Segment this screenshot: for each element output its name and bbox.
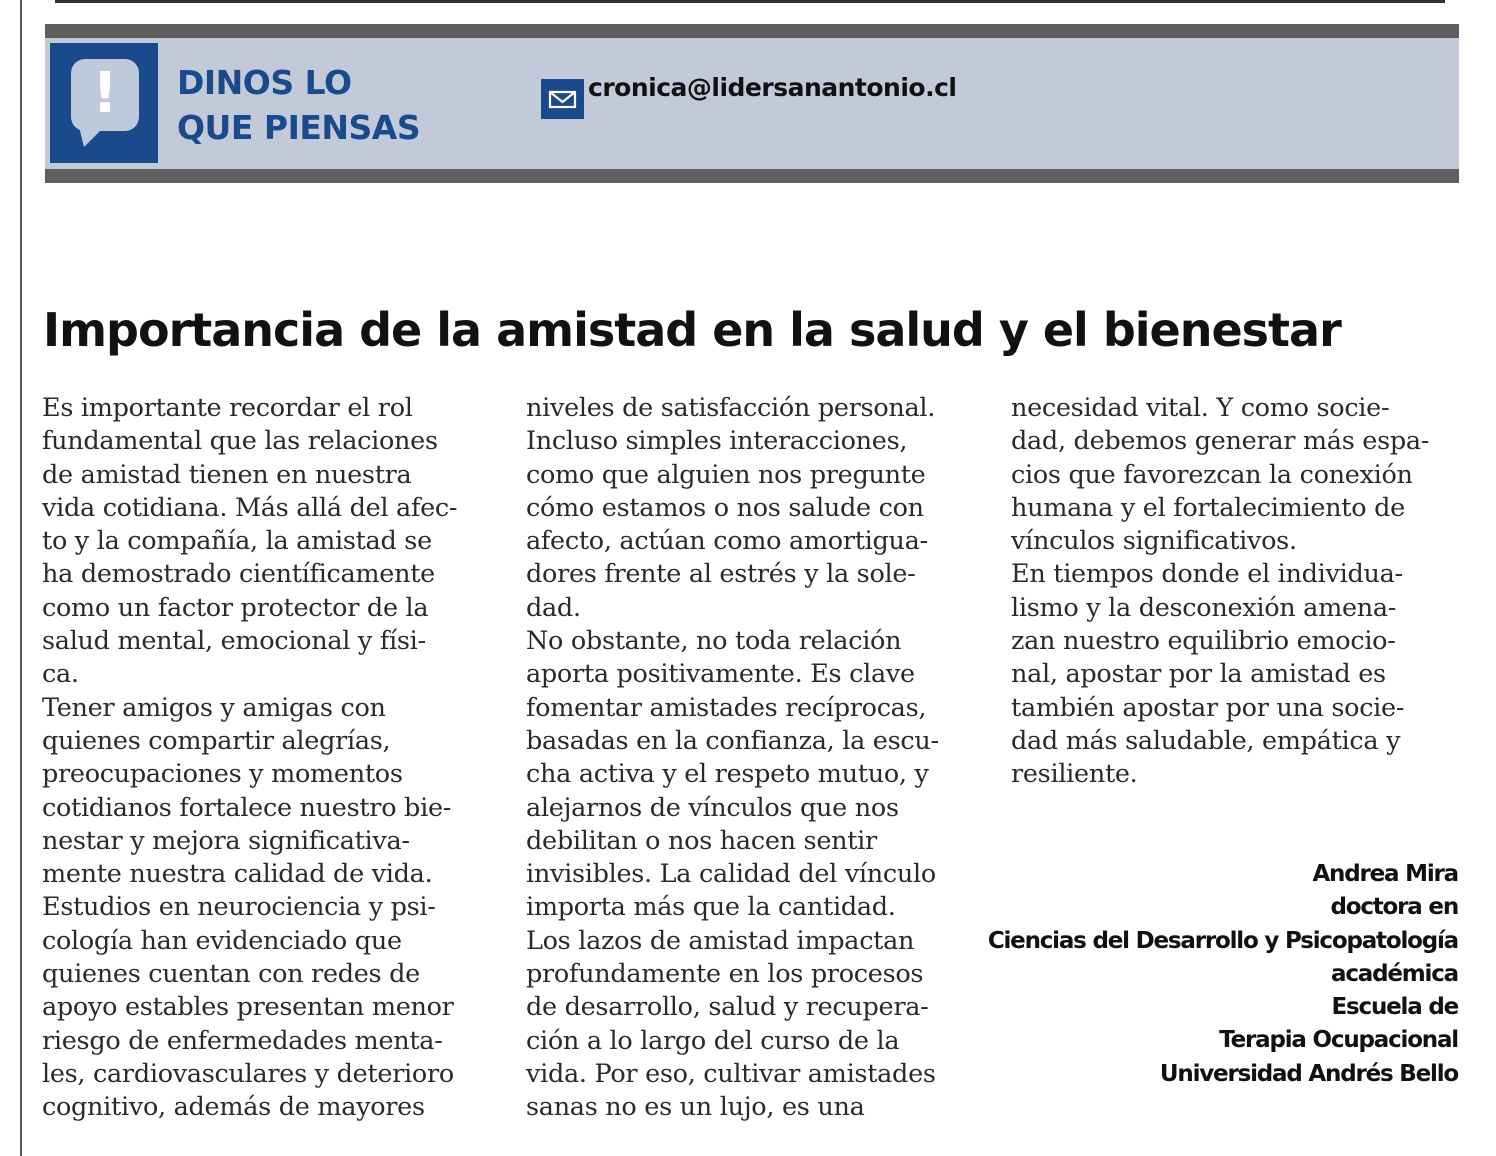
author-credential-line: Escuela de [1331,994,1458,1021]
article-line: ca. [42,659,79,690]
author-credential-line: Universidad Andrés Bello [1159,1060,1458,1087]
article-line: ha demostrado científicamente [42,559,435,590]
article-line: lismo y la desconexión amena- [1011,592,1397,623]
article-headline: Importancia de la amistad en la salud y el bienestar [43,303,1341,357]
banner-bottom-bar [45,169,1459,183]
article-line: de amistad tienen en nuestra [42,459,412,490]
article-column-2 [526,392,986,1125]
article-line: como un factor protector de la [42,592,429,623]
article-line: Estudios en neurociencia y psi- [42,892,436,923]
article-line: mente nuestra calidad de vida. [42,859,433,890]
article-line: vida. Por eso, cultivar amistades [526,1058,936,1089]
article-line: importa más que la cantidad. [526,892,896,923]
article-line: vida cotidiana. Más allá del afec- [42,492,458,523]
article-line: resiliente. [1011,759,1138,790]
article-line: preocupaciones y momentos [42,759,403,790]
article-line: dores frente al estrés y la sole- [526,559,916,590]
article-line: sanas no es un lujo, es una [526,1092,865,1123]
article-line: alejarnos de vínculos que nos [526,792,899,823]
article-paragraph [42,692,502,892]
feedback-banner [45,38,1459,169]
top-rule [55,0,1445,3]
article-paragraph [526,392,986,625]
article-line: como que alguien nos pregunte [526,459,926,490]
article-line: apoyo estables presentan menor [42,992,454,1023]
article-line: vínculos significativos. [1011,526,1297,557]
article-line: to y la compañía, la amistad se [42,526,432,557]
article-paragraph [526,925,986,1125]
article-line: cha activa y el respeto mutuo, y [526,759,929,790]
article-line: fomentar amistades recíprocas, [526,692,927,723]
article-line: afecto, actúan como amortigua- [526,526,928,557]
article-line: nestar y mejora significativa- [42,825,410,856]
article-line: Los lazos de amistad impactan [526,925,915,956]
article-line: nal, apostar por la amistad es [1011,659,1386,690]
article-line: de desarrollo, salud y recupera- [526,992,929,1023]
article-line: humana y el fortalecimiento de [1011,492,1405,523]
author-credential-line: Terapia Ocupacional [1219,1027,1458,1054]
article-line: cómo estamos o nos salude con [526,492,924,523]
exclamation-bubble-icon: ! [50,43,158,163]
article-line: cología han evidenciado que [42,925,402,956]
envelope-icon [541,79,584,119]
banner-top-bar [45,24,1459,38]
article-line: fundamental que las relaciones [42,426,438,457]
article-line: dad más saludable, empática y [1011,725,1401,756]
article-line: también apostar por una socie- [1011,692,1405,723]
article-line: salud mental, emocional y físi- [42,626,426,657]
article-line: No obstante, no toda relación [526,626,902,657]
article-line: dad. [526,592,581,623]
author-signature [988,858,1458,1091]
article-line: necesidad vital. Y como socie- [1011,393,1390,423]
article-line: cios que favorezcan la conexión [1011,459,1413,490]
article-line: Incluso simples interacciones, [526,426,908,457]
article-line: basadas en la confianza, la escu- [526,725,939,756]
banner-title-line-1: DINOS LO [177,63,352,102]
article-paragraph [42,392,502,692]
article-line: dad, debemos generar más espa- [1011,426,1430,457]
article-line: invisibles. La calidad del vínculo [526,859,936,890]
article-line: profundamente en los procesos [526,959,924,990]
article-column-3 [1011,392,1471,792]
author-credential-line: doctora en [1330,894,1458,921]
contact-email-link[interactable]: cronica@lidersanantonio.cl [588,73,957,102]
article-line: les, cardiovasculares y deterioro [42,1058,454,1089]
article-column-1 [42,392,502,1125]
article-line: Es importante recordar el rol [42,393,413,423]
banner-title [177,60,420,150]
article-paragraph [1011,392,1471,558]
article-line: zan nuestro equilibrio emocio- [1011,626,1396,657]
article-line: quienes cuentan con redes de [42,959,420,990]
article-line: riesgo de enfermedades menta- [42,1025,443,1056]
article-paragraph [526,625,986,925]
article-line: En tiempos donde el individua- [1011,559,1403,590]
article-line: cotidianos fortalece nuestro bie- [42,792,452,823]
article-line: aporta positivamente. Es clave [526,659,915,690]
article-line: niveles de satisfacción personal. [526,393,936,423]
article-paragraph [1011,558,1471,791]
author-credential-line: académica [1331,960,1458,987]
banner-title-line-2: QUE PIENSAS [177,108,421,147]
article-paragraph [42,891,502,1124]
article-line: quienes compartir alegrías, [42,725,391,756]
author-name: Andrea Mira [1312,861,1458,887]
article-line: debilitan o nos hacen sentir [526,825,877,856]
page-edge-rule [20,0,22,1156]
article-line: Tener amigos y amigas con [42,692,386,723]
article-line: ción a lo largo del curso de la [526,1025,900,1056]
author-credential-line: Ciencias del Desarrollo y Psicopatología [987,927,1458,954]
article-line: cognitivo, además de mayores [42,1092,425,1123]
